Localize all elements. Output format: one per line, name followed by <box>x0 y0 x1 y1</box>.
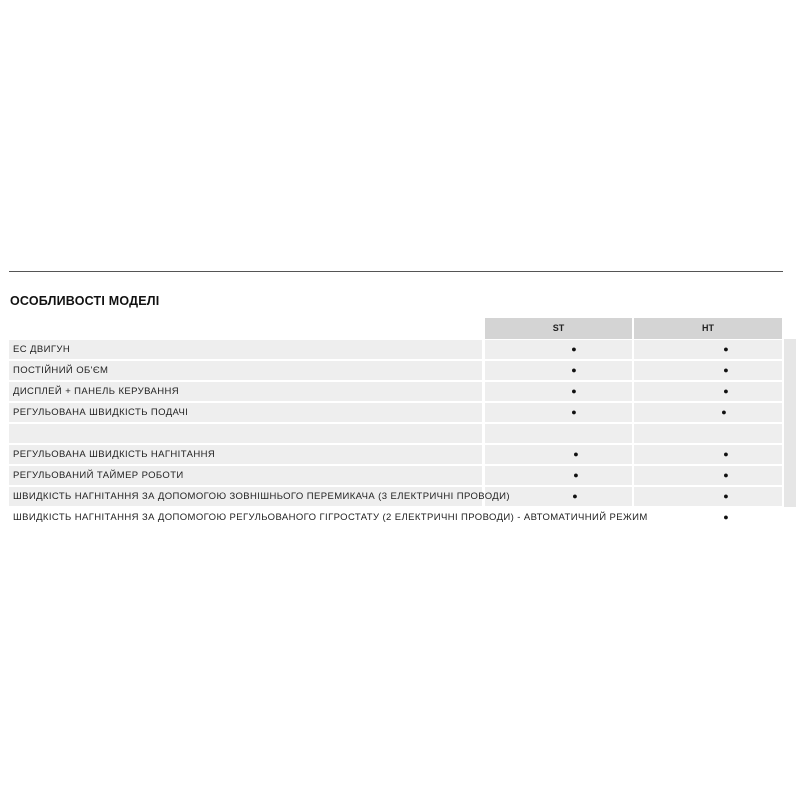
ht-feature-dot: ● <box>723 449 729 459</box>
ht-feature-dot <box>9 424 19 443</box>
table-row <box>9 339 797 360</box>
table-row <box>9 465 797 486</box>
ht-feature-dot: ● <box>723 344 729 354</box>
table-row <box>9 423 797 444</box>
top-divider <box>9 271 783 272</box>
row-edge <box>784 465 796 486</box>
st-feature-dot: ● <box>571 365 577 375</box>
feature-label: РЕГУЛЬОВАНА ШВИДКІСТЬ НАГНІТАННЯ <box>13 449 216 460</box>
table-header <box>9 318 797 339</box>
table-cell <box>485 382 632 401</box>
table-cell <box>485 424 632 443</box>
table-cell <box>634 403 782 422</box>
st-feature-dot <box>9 508 19 527</box>
table-cell <box>634 340 782 359</box>
table-cell <box>485 340 632 359</box>
table-cell <box>485 403 632 422</box>
feature-label: ДИСПЛЕЙ + ПАНЕЛЬ КЕРУВАННЯ <box>13 386 180 397</box>
feature-label: РЕГУЛЬОВАНИЙ ТАЙМЕР РОБОТИ <box>13 470 184 481</box>
row-edge <box>784 507 796 528</box>
table-row <box>9 507 797 528</box>
table-row <box>9 444 797 465</box>
feature-label: ПОСТІЙНИЙ ОБ'ЄМ <box>13 365 109 376</box>
column-header-st: ST <box>485 318 632 339</box>
column-header-ht: HT <box>634 318 782 339</box>
table-cell <box>634 445 782 464</box>
table-cell <box>634 382 782 401</box>
table-cell <box>634 466 782 485</box>
st-feature-dot: ● <box>573 449 579 459</box>
table-body <box>9 339 797 528</box>
ht-feature-dot: ● <box>721 407 727 417</box>
feature-label: ШВИДКІСТЬ НАГНІТАННЯ ЗА ДОПОМОГОЮ ЗОВНІШНЬОГО ПЕРЕМИКАЧА (3 ЕЛЕКТРИЧНІ ПРОВОДИ) <box>13 491 510 502</box>
row-edge <box>784 360 796 381</box>
ht-feature-dot: ● <box>723 365 729 375</box>
table-cell <box>9 340 482 359</box>
row-edge <box>784 339 796 360</box>
table-cell <box>634 508 782 527</box>
st-feature-dot: ● <box>573 470 579 480</box>
feature-label: РЕГУЛЬОВАНА ШВИДКІСТЬ ПОДАЧІ <box>13 407 189 418</box>
ht-feature-dot: ● <box>723 470 729 480</box>
st-feature-dot: ● <box>572 491 578 501</box>
row-edge <box>784 402 796 423</box>
table-cell <box>485 361 632 380</box>
feature-label: ЕС ДВИГУН <box>13 344 71 355</box>
table-cell <box>9 424 482 443</box>
table-cell <box>485 445 632 464</box>
ht-feature-dot: ● <box>723 512 729 522</box>
st-feature-dot: ● <box>571 344 577 354</box>
table-cell <box>634 487 782 506</box>
row-edge <box>784 423 796 444</box>
table-cell <box>634 361 782 380</box>
feature-label: ШВИДКІСТЬ НАГНІТАННЯ ЗА ДОПОМОГОЮ РЕГУЛЬОВАНОГО ГІГРОСТАТУ (2 ЕЛЕКТРИЧНІ ПРОВОДИ) - АВТОМАТИЧНИЙ РЕЖИМ <box>13 512 648 523</box>
table-row <box>9 381 797 402</box>
row-edge <box>784 444 796 465</box>
table-row <box>9 402 797 423</box>
st-feature-dot: ● <box>571 407 577 417</box>
table-row <box>9 360 797 381</box>
table-cell <box>634 424 782 443</box>
row-edge <box>784 381 796 402</box>
st-feature-dot: ● <box>571 386 577 396</box>
ht-feature-dot: ● <box>723 386 729 396</box>
section-title: ОСОБЛИВОСТІ МОДЕЛІ <box>10 294 160 308</box>
table-row <box>9 486 797 507</box>
row-edge <box>784 486 796 507</box>
ht-feature-dot: ● <box>723 491 729 501</box>
features-table <box>9 318 797 528</box>
table-cell <box>485 466 632 485</box>
